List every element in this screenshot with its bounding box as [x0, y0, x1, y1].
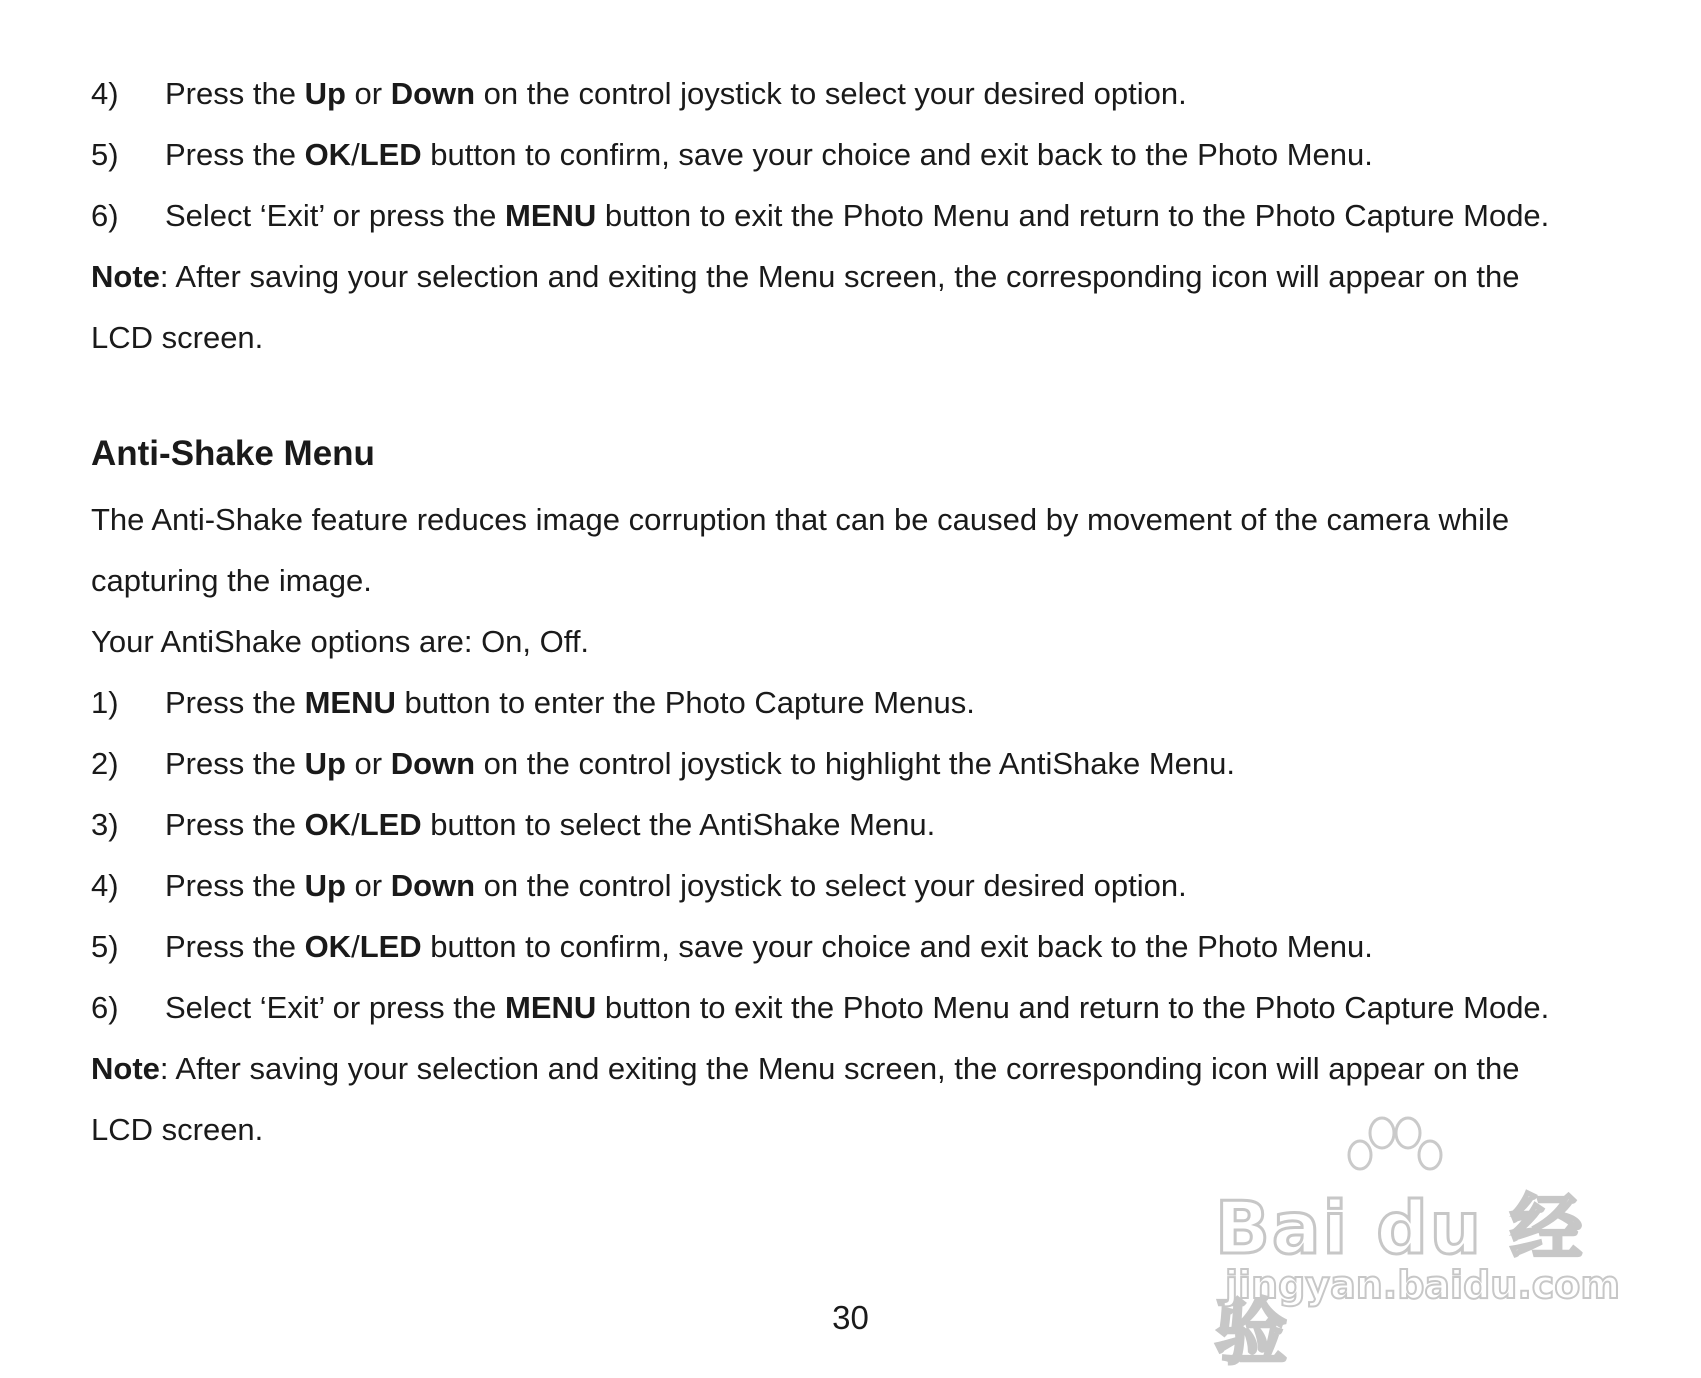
note-line: LCD screen.	[91, 320, 264, 355]
step-number: 2)	[91, 746, 119, 781]
step-number: 6)	[91, 990, 119, 1025]
note-label: Note	[91, 259, 160, 294]
watermark-brand: Bai du 经验	[1215, 1186, 1585, 1374]
bold-term: Up	[304, 868, 346, 903]
bold-term: MENU	[505, 990, 597, 1025]
step-item: 5) Press the OK/LED button to confirm, save your choice and exit back to the Photo Menu.	[91, 135, 1373, 175]
bold-term: LED	[359, 807, 422, 842]
step-number: 4)	[91, 868, 119, 903]
intro-paragraph: capturing the image.	[91, 563, 372, 598]
bold-term: OK	[304, 807, 352, 842]
page-number: 30	[832, 1299, 869, 1336]
intro-paragraph: The Anti-Shake feature reduces image corruption that can be caused by movement of the camera while	[91, 502, 1510, 537]
note-line: Note: After saving your selection and exiting the Menu screen, the corresponding icon will appear on the	[91, 259, 1520, 294]
bold-term: Down	[390, 868, 476, 903]
step-number: 1)	[91, 685, 119, 720]
step-number: 6)	[91, 198, 119, 233]
section-heading: Anti-Shake Menu	[91, 434, 375, 473]
note-line: Note: After saving your selection and exiting the Menu screen, the corresponding icon will appear on the	[91, 1051, 1520, 1086]
step-item: 5) Press the OK/LED button to confirm, save your choice and exit back to the Photo Menu.	[91, 927, 1373, 967]
step-item: 2) Press the Up or Down on the control joystick to highlight the AntiShake Menu.	[91, 744, 1235, 784]
bold-term: OK	[304, 929, 352, 964]
step-item: 4) Press the Up or Down on the control joystick to select your desired option.	[91, 866, 1187, 906]
note-line: LCD screen.	[91, 1112, 264, 1147]
bold-term: Up	[304, 746, 346, 781]
step-item: 1) Press the MENU button to enter the Photo Capture Menus.	[91, 683, 975, 723]
bold-term: MENU	[304, 685, 396, 720]
bold-term: LED	[359, 929, 422, 964]
bold-term: MENU	[505, 198, 597, 233]
step-number: 4)	[91, 76, 119, 111]
bold-term: Up	[304, 76, 346, 111]
bold-term: OK	[304, 137, 352, 172]
step-number: 3)	[91, 807, 119, 842]
step-item: 4) Press the Up or Down on the control joystick to select your desired option.	[91, 74, 1187, 114]
step-number: 5)	[91, 137, 119, 172]
bold-term: Down	[390, 746, 476, 781]
step-number: 5)	[91, 929, 119, 964]
bold-term: Down	[390, 76, 476, 111]
options-line: Your AntiShake options are: On, Off.	[91, 624, 590, 659]
step-item: 6) Select ‘Exit’ or press the MENU button to exit the Photo Menu and return to the Photo Capture Mode.	[91, 988, 1549, 1028]
baidu-watermark	[1215, 1115, 1635, 1374]
note-label: Note	[91, 1051, 160, 1086]
step-item: 3) Press the OK/LED button to select the AntiShake Menu.	[91, 805, 935, 845]
step-item: 6) Select ‘Exit’ or press the MENU button to exit the Photo Menu and return to the Photo Capture Mode.	[91, 196, 1549, 236]
watermark-url: jingyan.baidu.com	[1225, 1263, 1620, 1307]
bold-term: LED	[359, 137, 422, 172]
